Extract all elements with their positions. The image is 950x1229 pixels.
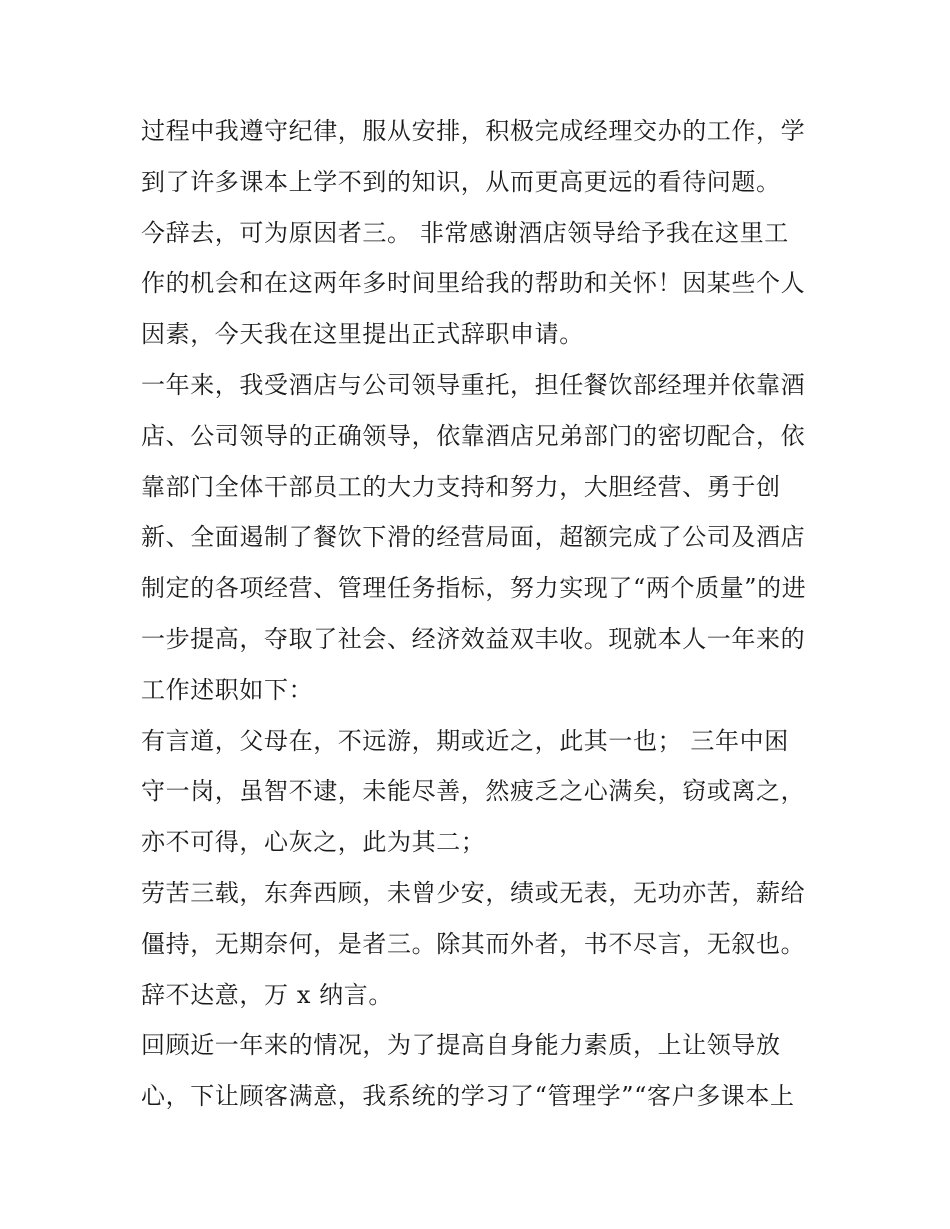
- text-line: 亦不可得，心灰之，此为其二；: [141, 828, 486, 857]
- text-line: 一步提高，夺取了社会、经济效益双丰收。现就本人一年来的: [141, 624, 806, 653]
- text-line: 守一岗，虽智不逮，未能尽善，然疲乏之心满矣，窃或离之，: [141, 777, 806, 806]
- text-line: 过程中我遵守纪律，服从安排，积极完成经理交办的工作，学: [141, 117, 806, 145]
- text-line: 有言道，父母在，不远游，期或近之，此其一也； 三年中困: [141, 726, 789, 755]
- text-line: 辞不达意，万 x 纳言。: [141, 980, 393, 1009]
- text-line: 劳苦三载，东奔西顾，未曾少安，绩或无表，无功亦苦，薪给: [141, 878, 806, 907]
- text-line: 新、全面遏制了餐饮下滑的经营局面，超额完成了公司及酒店: [141, 523, 806, 552]
- document-body: [141, 106, 821, 1122]
- text-line: 作的机会和在这两年多时间里给我的帮助和关怀！因某些个人: [141, 269, 806, 298]
- text-line: 僵持，无期奈何，是者三。除其而外者，书不尽言，无叙也。: [141, 929, 806, 958]
- text-line: 制定的各项经营、管理任务指标，努力实现了“两个质量”的进: [141, 574, 807, 603]
- text-line: 今辞去，可为原因者三。 非常感谢酒店领导给予我在这里工: [141, 218, 789, 247]
- text-line: 因素，今天我在这里提出正式辞职申请。: [141, 320, 584, 349]
- text-line: 靠部门全体干部员工的大力支持和努力，大胆经营、勇于创: [141, 472, 781, 501]
- text-line: 工作述职如下：: [141, 675, 314, 704]
- text-line: 一年来，我受酒店与公司领导重托，担任餐饮部经理并依靠酒: [141, 370, 806, 399]
- text-line: 到了许多课本上学不到的知识，从而更高更远的看待问题。: [141, 167, 781, 196]
- text-line: 店、公司领导的正确领导，依靠酒店兄弟部门的密切配合，依: [141, 421, 806, 450]
- text-line: 心，下让顾客满意，我系统的学习了“管理学”“客户多课本上: [141, 1082, 795, 1111]
- text-line: 回顾近一年来的情况，为了提高自身能力素质，上让领导放: [141, 1031, 781, 1060]
